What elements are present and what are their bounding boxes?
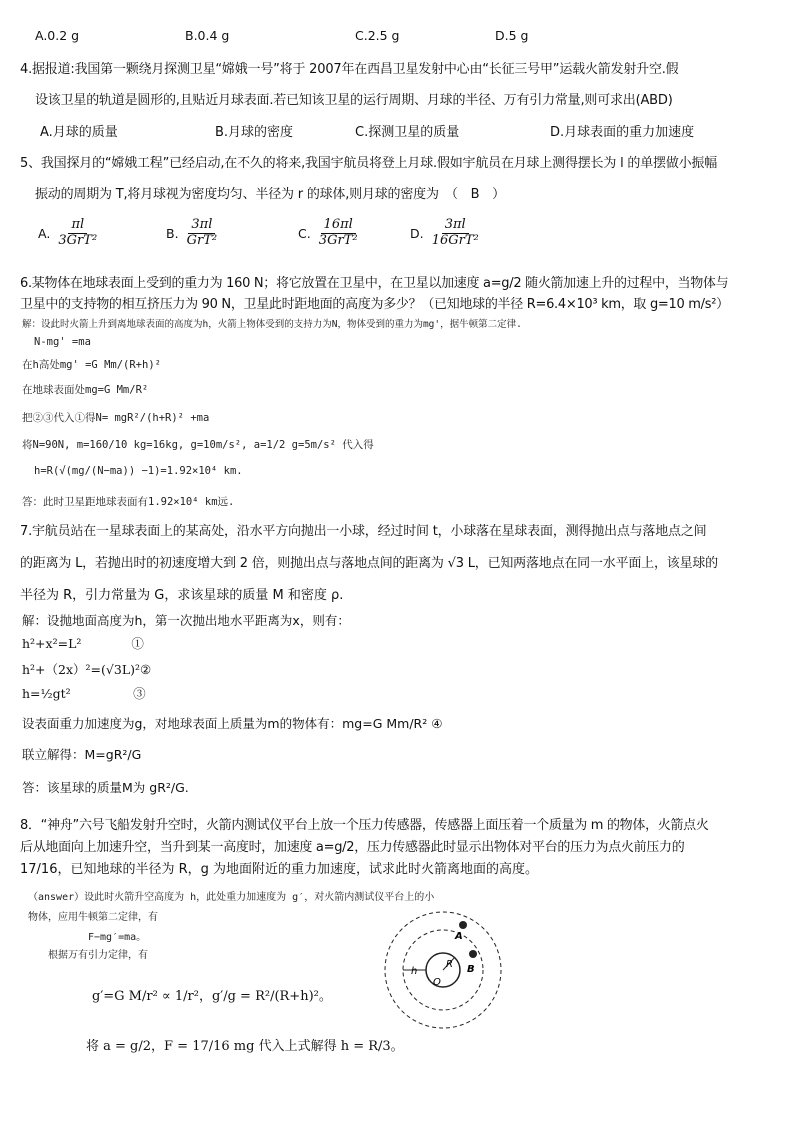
- label-h: h: [411, 966, 418, 977]
- q8-solution-line2: 物体，应用牛顿第二定律，有: [28, 912, 158, 923]
- label-b: B: [467, 964, 475, 975]
- q8-question-line2: 后从地面向上加速升空，当升到某一高度时，加速度 a=g/2，压力传感器此时显示出物体对平台的压力为点火前压力的: [20, 840, 685, 855]
- q4-option-c: C.探测卫星的质量: [355, 125, 460, 140]
- q4-question-line1: 4.据报道:我国第一颗绕月探测卫星“嫦娥一号”将于 2007年在西昌卫星发射中心由“长征三号甲”运载火箭发射升空.假: [20, 62, 679, 77]
- q8-solution-line5: g′=G M/r² ∝ 1/r²，g′/g = R²/(R+h)²。: [92, 989, 332, 1004]
- q4-option-a: A.月球的质量: [40, 125, 118, 140]
- q6-solution-line2: N-mg' =ma: [34, 336, 91, 348]
- q5-option-b: B. $\frac{3\pi l}{\text{GrT²}}$: [166, 217, 218, 248]
- q3-option-d: D.5 g: [495, 28, 529, 43]
- q8-solution-line3: F−mg′=ma。: [88, 932, 147, 943]
- q6-question-line1: 6.某物体在地球表面上受到的重力为 160 N；将它放置在卫星中，在卫星以加速度 a=g/2 随火箭加速上升的过程中，当物体与: [20, 276, 729, 291]
- q5-option-a: A. $\frac{\pi l}{\text{3GrT²}}$: [38, 217, 98, 248]
- q8-solution-line1: （answer）设此时火箭升空高度为 h，此处重力加速度为 g′，对火箭内测试仪平台上的小: [28, 892, 435, 903]
- satellite-a: [459, 921, 467, 929]
- q3-option-a: A.0.2 g: [35, 28, 80, 43]
- q4-option-d: D.月球表面的重力加速度: [550, 125, 695, 140]
- q6-solution-line6: 将N=90N, m=160/10 kg=16kg, g=10m/s², a=1/2 g=5m/s² 代入得: [22, 439, 374, 451]
- q4-option-b: B.月球的密度: [215, 125, 294, 140]
- q6-solution-line7: h=R(√(mg/(N−ma)) −1)=1.92×10⁴ km.: [34, 465, 243, 477]
- q3-option-c: C.2.5 g: [355, 28, 400, 43]
- q5-option-c: C. $\frac{16\pi l}{\text{3GrT²}}$: [298, 217, 358, 248]
- q7-solution-line2: h²+x²=L² ①: [22, 636, 144, 651]
- q7-question-line2: 的距离为 L，若抛出时的初速度增大到 2 倍，则抛出点与落地点间的距离为 √3 L，已知两落地点在同一水平面上，该星球的: [20, 556, 718, 571]
- q7-solution-answer: 答：该星球的质量M为 gR²/G.: [22, 780, 189, 795]
- q5-question-line2: 振动的周期为 T,将月球视为密度均匀、半径为 r 的球体,则月球的密度为 （ B ）: [35, 187, 505, 202]
- q7-solution-line1: 解：设抛地面高度为h，第一次抛出地水平距离为x，则有：: [22, 613, 350, 628]
- q6-question-line2: 卫星中的支持物的相互挤压力为 90 N，卫星此时距地面的高度为多少？（已知地球的半径 R=6.4×10³ km，取 g=10 m/s²）: [20, 297, 729, 312]
- q6-solution-line4: 在地球表面处mg=G Mm/R²: [22, 384, 149, 396]
- q7-solution-line3: h²+（2x）²=(√3L)²②: [22, 662, 152, 677]
- label-r: R: [446, 959, 453, 970]
- q3-option-b: B.0.4 g: [185, 28, 230, 43]
- q4-question-line2: 设该卫星的轨道是圆形的,且贴近月球表面.若已知该卫星的运行周期、月球的半径、万有引力常量,则可求出(ABD): [35, 93, 673, 108]
- q7-solution-line4: h=½gt² ③: [22, 686, 146, 701]
- label-a: A: [455, 931, 463, 942]
- q6-solution-answer: 答：此时卫星距地球表面有1.92×10⁴ km远.: [22, 496, 235, 508]
- q7-solution-line6: 联立解得：M=gR²/G: [22, 747, 142, 762]
- q8-solution-line6: 将 a = g/2，F = 17/16 mg 代入上式解得 h = R/3。: [86, 1039, 404, 1054]
- q7-question-line1: 7.宇航员站在一星球表面上的某高处，沿水平方向抛出一小球，经过时间 t，小球落在星球表面，测得抛出点与落地点之间: [20, 524, 707, 539]
- q7-solution-line5: 设表面重力加速度为g，对地球表面上质量为m的物体有：mg=G Mm/R² ④: [22, 716, 443, 731]
- q7-question-line3: 半径为 R，引力常量为 G，求该星球的质量 M 和密度 ρ.: [20, 588, 344, 603]
- q8-question-line1: 8．“神舟”六号飞船发射升空时，火箭内测试仪平台上放一个压力传感器，传感器上面压着一个质量为 m 的物体，火箭点火: [20, 818, 709, 833]
- q8-question-line3: 17/16，已知地球的半径为 R，g 为地面附近的重力加速度，试求此时火箭离地面的高度。: [20, 862, 539, 877]
- q5-option-d: D. $\frac{3\pi l}{\text{16GrT²}}$: [410, 217, 479, 248]
- label-o: O: [433, 977, 441, 988]
- satellite-b: [469, 950, 477, 958]
- q6-solution-line3: 在h高处mg' =G Mm/(R+h)²: [22, 359, 161, 371]
- q5-question-line1: 5、我国探月的“嫦娥工程”已经启动,在不久的将来,我国宇航员将登上月球.假如宇航员在月球上测得摆长为 l 的单摆做小振幅: [20, 156, 718, 171]
- q8-solution-line4: 根据万有引力定律，有: [48, 950, 148, 961]
- q6-solution-line5: 把②③代入①得N= mgR²/(h+R)² +ma: [22, 412, 210, 424]
- orbit-diagram: [375, 905, 535, 1055]
- q6-solution-line1: 解：设此时火箭上升到离地球表面的高度为h，火箭上物体受到的支持力为N，物体受到的重力为mg'，据牛顿第二定律.: [22, 319, 522, 330]
